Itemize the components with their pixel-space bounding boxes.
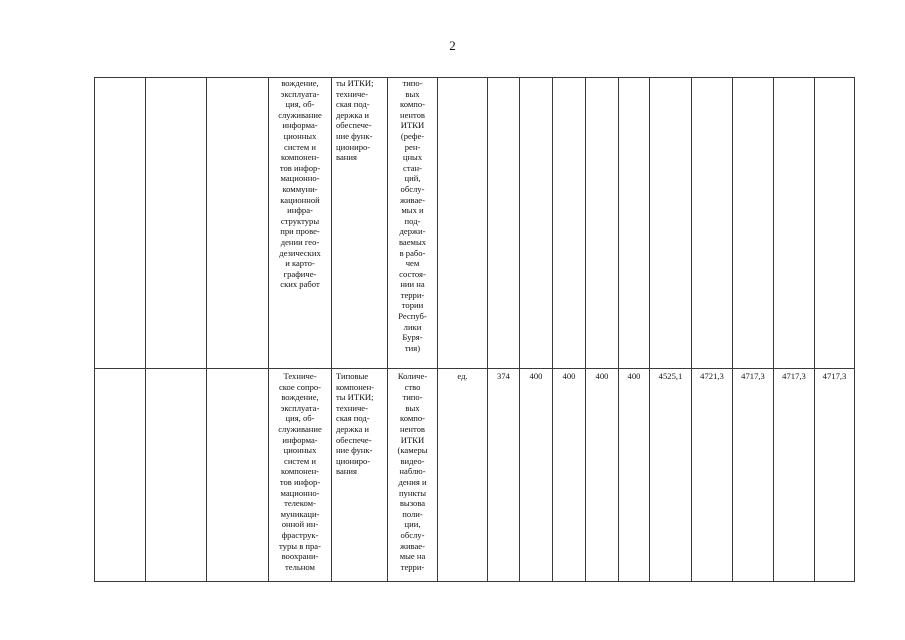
value-text: 4525,1 <box>658 371 683 381</box>
empty-cell <box>146 369 207 582</box>
service-name-cell <box>269 369 332 582</box>
value-cell <box>650 369 692 582</box>
value-cell <box>586 369 619 582</box>
value-cell <box>520 78 553 369</box>
value-cell <box>586 78 619 369</box>
indicator-text: Количе- ство типо- вых компо- нентов ИТКИ (камеры видео- наблю- дения и пункты вызова поли- ции, обслу- живае- мые на терри- <box>397 371 428 572</box>
value-text: 400 <box>529 371 543 381</box>
service-content-cell <box>332 369 388 582</box>
value-cell <box>619 369 650 582</box>
value-text: 374 <box>497 371 510 381</box>
value-cell <box>488 369 520 582</box>
empty-cell <box>146 78 207 369</box>
value-cell <box>488 78 520 369</box>
empty-cell <box>207 78 269 369</box>
value-cell <box>553 369 586 582</box>
value-text: 4721,3 <box>700 371 724 381</box>
empty-cell <box>95 78 146 369</box>
value-text: 4717,3 <box>741 371 765 381</box>
page-number: 2 <box>449 38 456 53</box>
unit-cell <box>438 369 488 582</box>
value-text: 4717,3 <box>782 371 806 381</box>
value-cell <box>692 78 733 369</box>
service-content-cell <box>332 78 388 369</box>
indicator-cell <box>388 78 438 369</box>
service-name: вождение, эксплуата- ция, об- служивание информа- ционных систем и компонен- тов инфор- мационно- коммуни- кационной инфра- структуры при прове- дении гео- дезических и карто- графиче- ских работ <box>278 78 322 290</box>
value-cell <box>520 369 553 582</box>
empty-cell <box>95 369 146 582</box>
value-cell <box>692 369 733 582</box>
value-cell <box>733 78 774 369</box>
value-cell <box>650 78 692 369</box>
value-cell <box>774 369 815 582</box>
value-cell <box>553 78 586 369</box>
value-cell <box>774 78 815 369</box>
value-text: 400 <box>595 371 609 381</box>
service-content: Типовые компонен- ты ИТКИ; техниче- ская под- держка и обеспече- ние функ- циониро- вания <box>336 371 375 477</box>
table-row <box>95 369 855 582</box>
service-content: ты ИТКИ; техниче- ская под- держка и обеспече- ние функ- циониро- вания <box>336 78 374 163</box>
table-row <box>95 78 855 369</box>
service-name-cell <box>269 78 332 369</box>
value-cell <box>815 369 855 582</box>
value-cell <box>619 78 650 369</box>
value-text: 400 <box>562 371 576 381</box>
indicator-text: типо- вых компо- нентов ИТКИ (рефе- рен- цных стан- ций, обслу- живае- мых и под- держи- ваемых в рабо- чем состоя- нии на терри- тории Респуб- лики Буря- тия) <box>398 78 427 353</box>
indicator-cell <box>388 369 438 582</box>
empty-cell <box>207 369 269 582</box>
value-cell <box>733 369 774 582</box>
service-name: Техниче- ское сопро- вождение, эксплуата- ция, об- служивание информа- ционных систем и компонен- тов инфор- мационно- телеком- муникаци- онной ин- фраструк- туры в пра- воохрани- тельном <box>278 371 322 572</box>
value-text: 4717,3 <box>822 371 847 381</box>
unit-text: ед. <box>457 371 468 381</box>
unit-cell <box>438 78 488 369</box>
value-text: 400 <box>627 371 641 381</box>
value-cell <box>815 78 855 369</box>
budget-table <box>94 77 855 582</box>
